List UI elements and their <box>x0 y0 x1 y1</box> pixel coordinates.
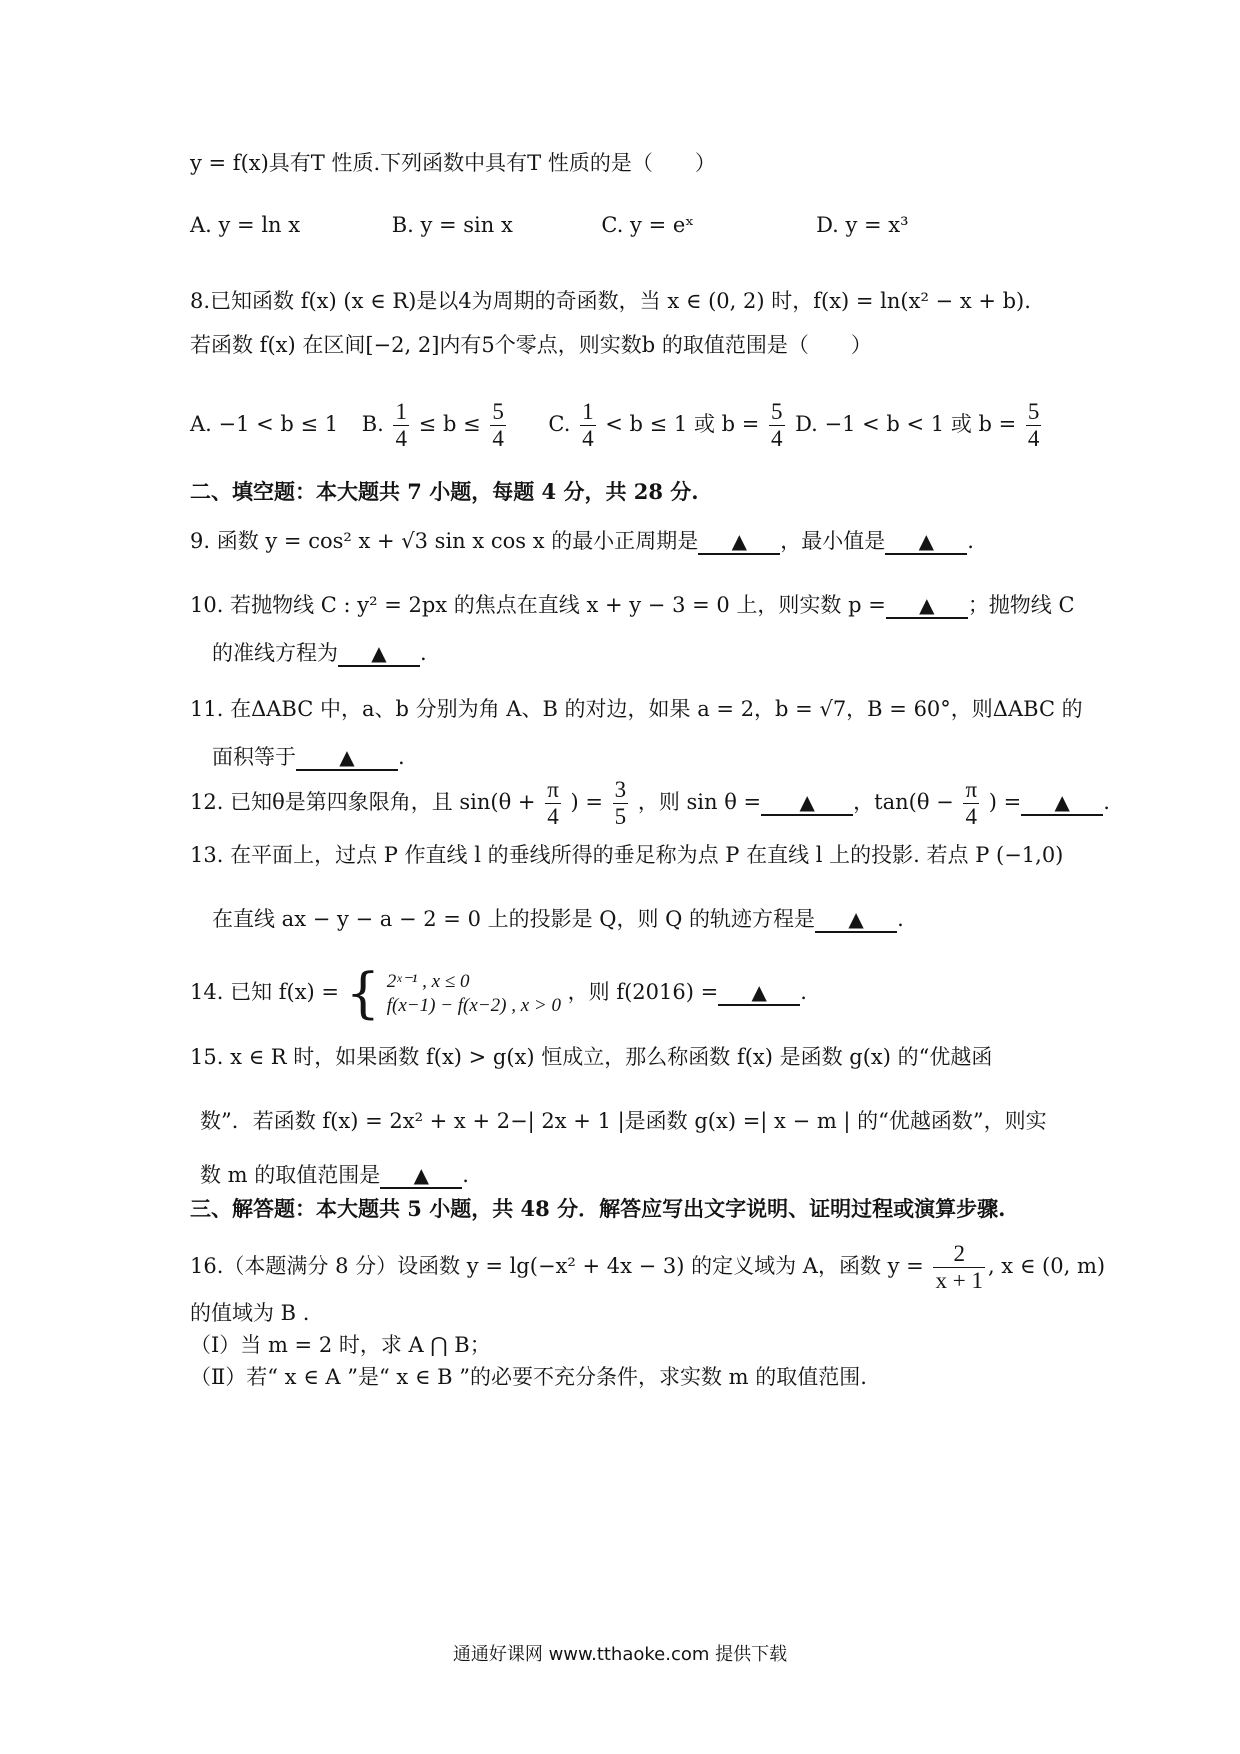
q12-text3: ，则 sin θ = <box>637 790 762 814</box>
fraction-five-quarters <box>490 399 506 452</box>
answer-blank <box>1021 790 1103 816</box>
q16-part1: （Ⅰ）当 m = 2 时，求 A ⋂ B； <box>190 1333 491 1357</box>
q14-prefix: 14. 已知 f(x) = <box>190 980 340 1004</box>
fraction-five-quarters <box>1026 399 1042 452</box>
piecewise-case-1: 2ˣ⁻¹ , x ≤ 0 <box>386 970 470 992</box>
q15-line2: 数”．若函数 f(x) = 2x² + x + 2−| 2x + 1 |是函数 g(x) =| x − m | 的“优越函数”，则实 <box>200 1109 1047 1133</box>
q11-line2 <box>212 742 405 772</box>
q12-text5: ) = <box>988 790 1022 814</box>
q8-option-c-prefix: C. <box>548 412 571 436</box>
triangle-marker: ▲ <box>799 790 815 814</box>
q13-end: . <box>897 907 904 931</box>
q16-part2: （Ⅱ）若“ x ∈ A ”是“ x ∈ B ”的必要不充分条件，求实数 m 的取值范围. <box>190 1365 867 1389</box>
answer-blank <box>718 980 800 1006</box>
q8-option-c-mid: < b ≤ 1 或 b = <box>605 412 760 436</box>
q13-line2-text: 在直线 ax − y − a − 2 = 0 上的投影是 Q，则 Q 的轨迹方程是 <box>212 907 816 931</box>
q7-options <box>190 210 909 240</box>
q8-options <box>190 394 1044 454</box>
q7-option-c: C. y = eˣ <box>601 213 695 237</box>
q11-line2-text: 面积等于 <box>212 745 296 769</box>
fraction-pi-over-four <box>545 777 561 830</box>
numerator: 2 <box>933 1241 984 1268</box>
q13-line2 <box>212 904 904 934</box>
q8-option-b-prefix: B. <box>361 412 384 436</box>
section-heading-2: 二、填空题：本大题共 7 小题，每题 4 分，共 28 分. <box>190 479 699 504</box>
q14-end: . <box>800 980 807 1004</box>
q14 <box>190 961 807 1025</box>
triangle-marker: ▲ <box>339 745 355 769</box>
q8-option-d-prefix: D. −1 < b < 1 或 b = <box>795 412 1017 436</box>
fraction-one-quarter <box>393 399 409 452</box>
q7-option-b: B. y = sin x <box>391 213 513 237</box>
q12-text2: ) = <box>570 790 603 814</box>
q15-line1: 15. x ∈ R 时，如果函数 f(x) > g(x) 恒成立，那么称函数 f(x) 是函数 g(x) 的“优越函 <box>190 1045 993 1069</box>
q9-end: . <box>967 529 974 553</box>
q13-line1: 13. 在平面上，过点 P 作直线 l 的垂线所得的垂足称为点 P 在直线 l 上的投影. 若点 P (−1,0) <box>190 843 1064 867</box>
q12-text1: 12. 已知θ是第四象限角，且 sin(θ + <box>190 790 536 814</box>
q10-line2-text: 的准线方程为 <box>212 641 338 665</box>
numerator: π <box>965 777 978 802</box>
q16-text2: , x ∈ (0, m) <box>987 1254 1106 1278</box>
denominator: 4 <box>965 804 977 829</box>
triangle-marker: ▲ <box>413 1163 429 1187</box>
q8-line2: 若函数 f(x) 在区间[−2, 2]内有5个零点，则实数b 的取值范围是（ ） <box>190 333 872 357</box>
fraction-five-quarters <box>769 399 785 452</box>
q10-line1 <box>190 590 1075 620</box>
triangle-marker: ▲ <box>751 980 767 1004</box>
q15-end: . <box>462 1163 469 1187</box>
triangle-marker: ▲ <box>848 907 864 931</box>
denominator: x + 1 <box>935 1268 983 1293</box>
q7-option-d: D. y = x³ <box>816 213 909 237</box>
q7-tail: y = f(x)具有T 性质.下列函数中具有T 性质的是（ ） <box>190 151 716 175</box>
q7-option-a: A. y = ln x <box>190 213 301 237</box>
q14-text2: ，则 f(2016) = <box>567 980 719 1004</box>
answer-blank <box>380 1163 462 1189</box>
numerator: 5 <box>492 399 504 424</box>
answer-blank <box>885 529 967 555</box>
numerator: 5 <box>1027 399 1040 424</box>
numerator: 5 <box>771 399 783 424</box>
numerator: 1 <box>395 399 407 424</box>
denominator: 5 <box>614 804 627 829</box>
triangle-marker: ▲ <box>1054 790 1070 814</box>
q12-end: . <box>1103 790 1110 814</box>
q9-text1: 9. 函数 y = cos² x + √3 sin x cos x 的最小正周期是 <box>190 529 699 553</box>
q9 <box>190 526 974 556</box>
numerator: 3 <box>614 777 627 802</box>
q12 <box>190 772 1110 832</box>
triangle-marker: ▲ <box>918 529 934 553</box>
numerator: π <box>547 777 559 802</box>
q8-option-b <box>362 394 542 454</box>
q15-line3 <box>200 1160 469 1190</box>
q11-line1: 11. 在ΔABC 中，a、b 分别为角 A、B 的对边，如果 a = 2，b = √7，B = 60°，则ΔABC 的 <box>190 697 1083 721</box>
triangle-marker: ▲ <box>919 593 935 617</box>
denominator: 4 <box>547 804 559 829</box>
denominator: 4 <box>492 426 504 451</box>
triangle-marker: ▲ <box>371 641 387 665</box>
page-footer: 通通好课网 www.tthaoke.com 提供下载 <box>452 1644 788 1665</box>
numerator: 1 <box>582 399 594 424</box>
q15-line3-text: 数 m 的取值范围是 <box>200 1163 381 1187</box>
q8-line1: 8.已知函数 f(x) (x ∈ R)是以4为周期的奇函数，当 x ∈ (0, 2) 时，f(x) = ln(x² − x + b). <box>190 289 1031 313</box>
q10-text2: ；抛物线 C <box>967 593 1075 617</box>
answer-blank <box>338 641 420 667</box>
fraction-one-quarter <box>580 399 596 452</box>
q16-line2: 的值域为 B . <box>190 1301 310 1325</box>
answer-blank <box>761 790 853 816</box>
q11-end: . <box>398 745 405 769</box>
answer-blank <box>698 529 780 555</box>
q8-option-d <box>795 394 1044 454</box>
q9-text2: ，最小值是 <box>780 529 886 553</box>
answer-blank <box>886 593 968 619</box>
fraction-two-over-x-plus-one <box>933 1241 984 1294</box>
q16-line1 <box>190 1236 1105 1296</box>
denominator: 4 <box>1027 426 1040 451</box>
section-heading-3: 三、解答题：本大题共 5 小题，共 48 分．解答应写出文字说明、证明过程或演算步骤. <box>190 1196 1006 1221</box>
denominator: 4 <box>395 426 407 451</box>
answer-blank <box>815 907 897 933</box>
q10-end: . <box>420 641 427 665</box>
q16-text1: 16.（本题满分 8 分）设函数 y = lg(−x² + 4x − 3) 的定义域为 A，函数 y = <box>190 1254 924 1278</box>
q8-option-c <box>548 394 788 454</box>
q10-line2 <box>212 638 427 668</box>
q10-text1: 10. 若抛物线 C : y² = 2px 的焦点在直线 x + y − 3 = 0 上，则实数 p = <box>190 593 886 617</box>
left-brace: { <box>345 961 381 1025</box>
q8-option-a: A. −1 < b ≤ 1 <box>190 412 339 436</box>
fraction-three-fifths <box>613 777 629 830</box>
answer-blank <box>296 745 398 771</box>
q8-option-b-mid: ≤ b ≤ <box>418 412 481 436</box>
piecewise-case-2: f(x−1) − f(x−2) , x > 0 <box>386 994 561 1016</box>
piecewise-cases <box>387 970 561 1018</box>
q12-text4: ，tan(θ − <box>853 790 954 814</box>
triangle-marker: ▲ <box>731 529 747 553</box>
denominator: 4 <box>582 426 594 451</box>
denominator: 4 <box>771 426 783 451</box>
fraction-pi-over-four <box>963 777 979 830</box>
